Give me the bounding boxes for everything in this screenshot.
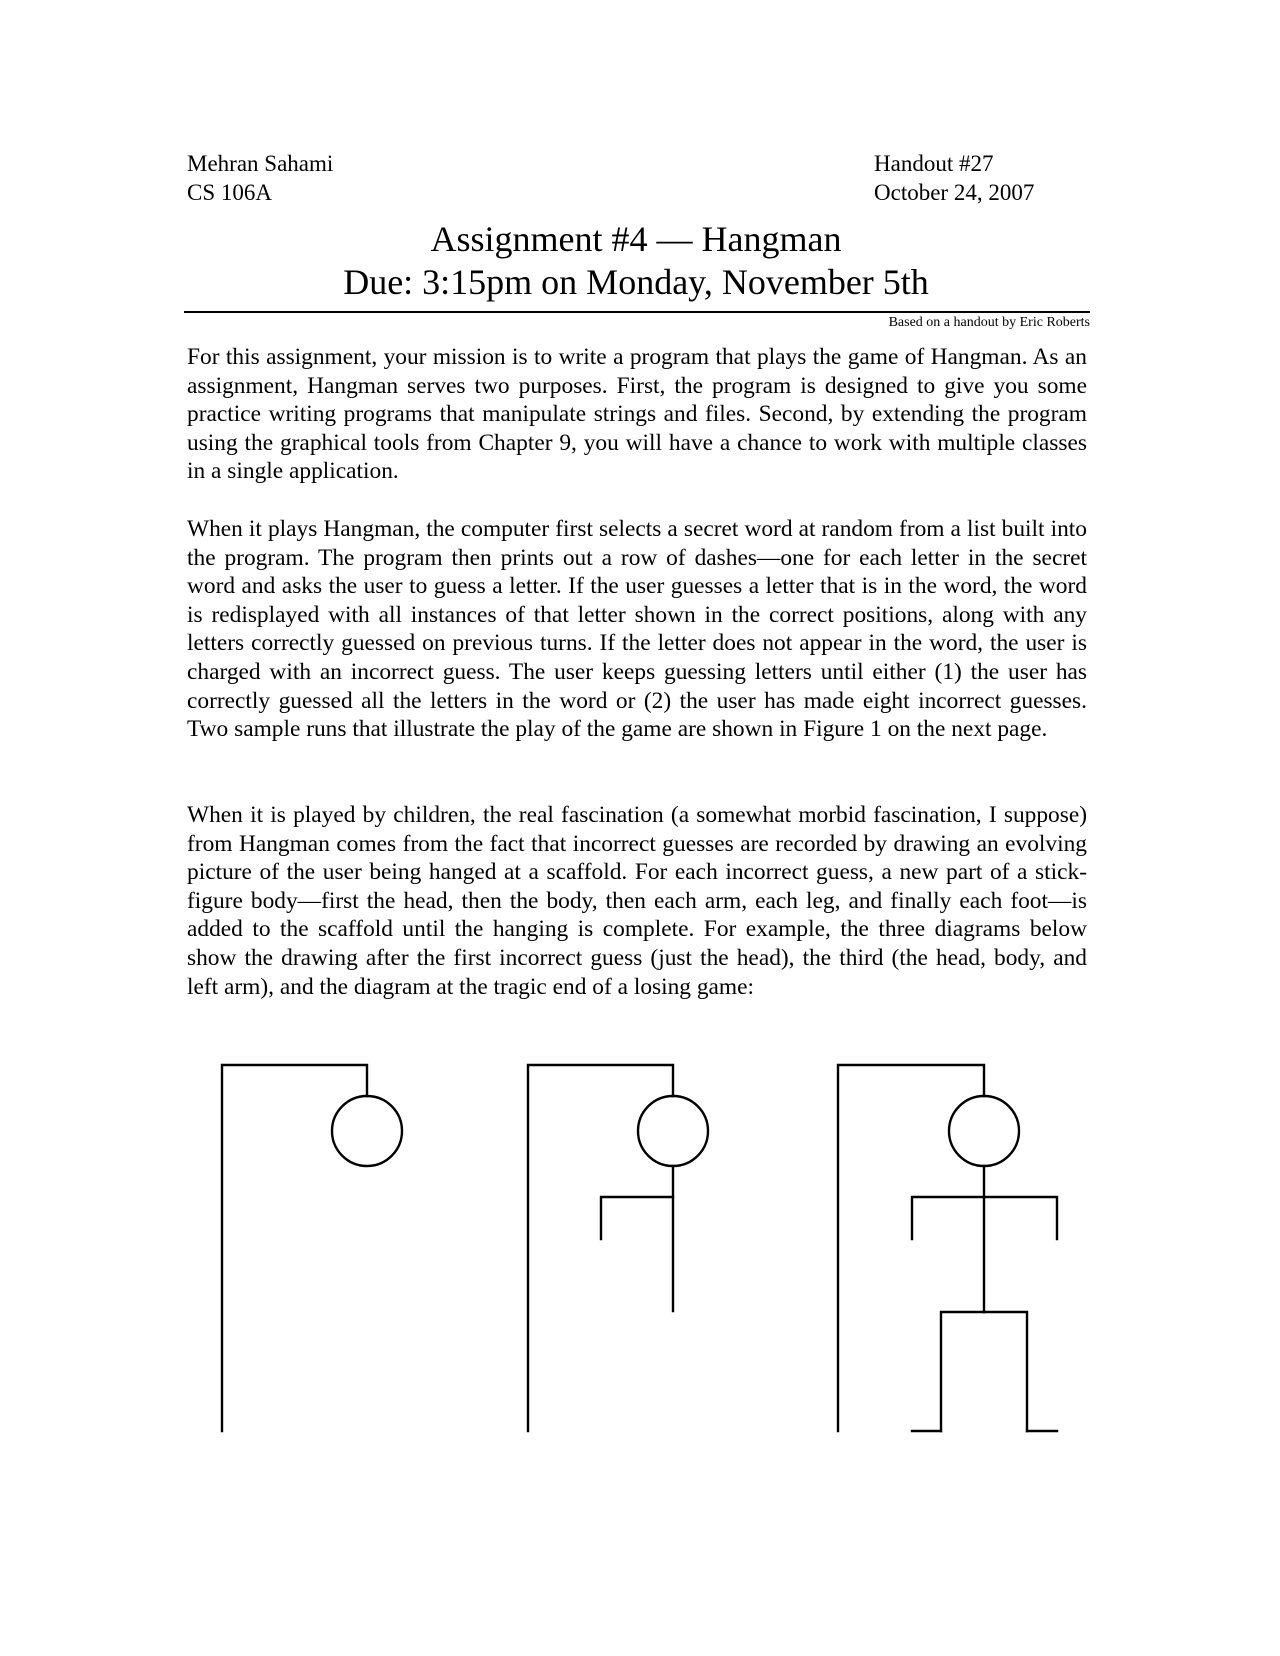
hangman-figure-third-guess <box>528 1065 708 1431</box>
course-code: CS 106A <box>187 180 272 205</box>
handout-date: October 24, 2007 <box>874 180 1035 205</box>
drawing-paragraph: When it is played by children, the real fascination (a somewhat morbid fascination, I suppose) from Hangman comes from the fact that incorrect guesses are recorded by drawing an evolving picture of the user being hanged at a scaffold. For each incorrect guess, a new part of a stick-figure body—first the head, then the body, then each arm, each leg, and finally each foot—is added to the scaffold until the hanging is complete. For example, the three diagrams below show the drawing after the first incorrect guess (just the head), the third (the head, body, and left arm), and the diagram at the tragic end of a losing game: <box>187 802 1087 1000</box>
left-leg <box>941 1312 984 1431</box>
left-arm <box>912 1197 984 1239</box>
head <box>949 1096 1019 1166</box>
scaffold <box>528 1065 673 1431</box>
due-date-title: Due: 3:15pm on Monday, November 5th <box>343 262 929 302</box>
hangman-figure-losing-game <box>838 1065 1057 1431</box>
scaffold <box>838 1065 984 1431</box>
author-name: Mehran Sahami <box>187 151 334 176</box>
gameplay-paragraph: When it plays Hangman, the computer first selects a secret word at random from a list built into the program. The program then prints out a row of dashes—one for each letter in the secret word and asks the user to guess a letter. If the user guesses a letter that is in the word, the word is redisplayed with all instances of that letter shown in the correct positions, along with any letters correctly guessed on previous turns. If the letter does not appear in the word, the user is charged with an incorrect guess. The user keeps guessing letters until either (1) the user has correctly guessed all the letters in the word or (2) the user has made eight incorrect guesses. Two sample runs that illustrate the play of the game are shown in Figure 1 on the next page. <box>187 516 1087 743</box>
credit-note: Based on a handout by Eric Roberts <box>888 315 1090 330</box>
scaffold <box>222 1065 367 1431</box>
left-arm <box>601 1197 673 1239</box>
head <box>638 1096 708 1166</box>
head <box>332 1096 402 1166</box>
handout-number: Handout #27 <box>874 151 994 176</box>
right-leg <box>984 1312 1027 1431</box>
hangman-figure-first-guess <box>222 1065 402 1431</box>
intro-paragraph: For this assignment, your mission is to write a program that plays the game of Hangman. As an assignment, Hangman serves two purposes. First, the program is designed to give you some practice writing programs that manipulate strings and files. Second, by extending the program using the graphical tools from Chapter 9, you will have a chance to work with multiple classes in a single application. <box>187 344 1087 485</box>
assignment-title: Assignment #4 — Hangman <box>430 219 842 259</box>
right-arm <box>984 1197 1057 1239</box>
